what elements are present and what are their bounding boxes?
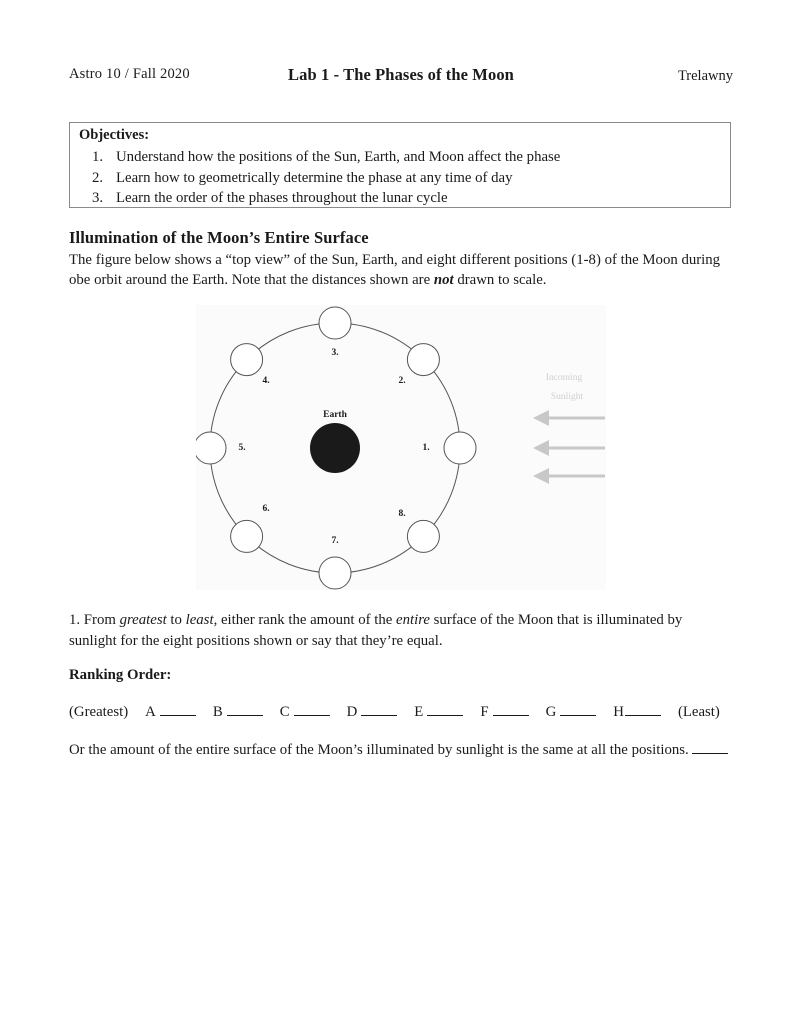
- moon-position-8: [407, 520, 439, 552]
- ranking-slot-d: [347, 703, 398, 721]
- objective-text: Learn how to geometrically determine the phase at any time of day: [116, 169, 513, 186]
- moon-position-7: [319, 557, 351, 589]
- moon-position-4: [231, 344, 263, 376]
- header-course: Astro 10 / Fall 2020: [69, 66, 190, 82]
- question-middle: , either rank the amount of the: [213, 612, 396, 628]
- sunlight-label-line2: Sunlight: [550, 392, 584, 402]
- moon-position-3: [319, 307, 351, 339]
- question-emphasis-greatest: greatest: [119, 612, 167, 628]
- orbit-diagram-svg: [196, 305, 606, 590]
- ranking-slot-f: [480, 703, 528, 721]
- sunlight-arrow-middle: [533, 440, 605, 456]
- closing-paragraph: [69, 740, 729, 761]
- objective-number: 3.: [92, 190, 104, 206]
- moon-label-1: 1.: [422, 443, 430, 453]
- intro-emphasis-not: not: [433, 272, 454, 288]
- moon-orbit-figure: [196, 305, 606, 590]
- moon-label-3: 3.: [331, 348, 339, 358]
- ranking-blank-h[interactable]: [625, 703, 661, 716]
- closing-line-2: positions.: [631, 742, 689, 758]
- page-title: Lab 1 - The Phases of the Moon: [288, 65, 514, 84]
- closing-answer-blank[interactable]: [692, 742, 728, 754]
- ranking-letter-f: F: [480, 704, 489, 720]
- moon-label-7: 7.: [331, 536, 339, 546]
- moon-label-5: 5.: [238, 443, 246, 453]
- ranking-blank-b[interactable]: [227, 703, 263, 716]
- closing-line-1: Or the amount of the entire surface of the Moon’s illuminated by sunlight is the same at all the: [69, 742, 628, 758]
- ranking-slot-b: [213, 703, 263, 721]
- section-intro-paragraph: [69, 250, 729, 290]
- ranking-blank-c[interactable]: [294, 703, 330, 716]
- objective-item: [92, 147, 724, 168]
- objective-number: 1.: [92, 149, 104, 165]
- question-line-2: illuminated by sunlight for the eight positions shown or say that they’re equal.: [69, 612, 683, 649]
- ranking-letter-c: C: [279, 704, 290, 720]
- moon-label-6: 6.: [262, 504, 270, 514]
- question-prefix: 1. From: [69, 612, 120, 628]
- sunlight-label-line1: Incoming: [545, 373, 583, 383]
- moon-position-6: [231, 520, 263, 552]
- ranking-least-label: (Least): [677, 704, 720, 720]
- question-emphasis-least: least: [185, 612, 214, 628]
- question-connector-to: to: [166, 612, 186, 628]
- objective-item: [92, 168, 724, 189]
- objectives-title: Objectives:: [79, 127, 150, 143]
- intro-line-2a: Moon during obe orbit around the Earth. Note that the distances shown are: [69, 252, 721, 288]
- moon-label-2: 2.: [398, 376, 406, 386]
- ranking-blank-e[interactable]: [427, 703, 463, 716]
- ranking-slot-a: [145, 703, 196, 721]
- ranking-letter-g: G: [545, 704, 557, 720]
- intro-line-1: The figure below shows a “top view” of the Sun, Earth, and eight different positions (1-8) of the: [69, 252, 639, 268]
- ranking-slot-e: [414, 703, 463, 721]
- question-emphasis-entire: entire: [396, 612, 430, 628]
- ranking-blank-d[interactable]: [361, 703, 397, 716]
- objectives-box: [69, 122, 731, 208]
- ranking-blank-g[interactable]: [560, 703, 596, 716]
- moon-position-5: [196, 432, 226, 464]
- moon-label-4: 4.: [262, 376, 270, 386]
- ranking-letter-a: A: [145, 704, 156, 720]
- sunlight-arrow-top: [533, 410, 605, 426]
- ranking-greatest-label: (Greatest): [69, 704, 129, 720]
- objectives-list: [92, 147, 724, 209]
- objective-number: 2.: [92, 169, 104, 186]
- moon-position-2: [407, 344, 439, 376]
- question-1-text: [69, 610, 729, 651]
- ranking-slot-c: [280, 703, 330, 721]
- ranking-answer-row: [69, 703, 734, 721]
- objective-text: Learn the order of the phases throughout the lunar cycle: [116, 190, 448, 206]
- ranking-blank-a[interactable]: [160, 703, 196, 716]
- page-header: [69, 66, 733, 90]
- ranking-letter-e: E: [414, 704, 424, 720]
- section-heading: Illumination of the Moon’s Entire Surface: [69, 228, 369, 247]
- earth-disk: [310, 423, 360, 473]
- header-student-name: Trelawny: [677, 68, 733, 84]
- ranking-blank-f[interactable]: [493, 703, 529, 716]
- ranking-letter-d: D: [346, 704, 358, 720]
- question-line1-end: surface of the Moon that is: [429, 612, 593, 628]
- objective-item: [92, 188, 724, 209]
- ranking-letter-h: H: [613, 704, 624, 720]
- ranking-order-heading: Ranking Order:: [69, 667, 172, 683]
- ranking-slot-g: [546, 703, 597, 721]
- intro-line-2c: drawn to scale.: [453, 272, 547, 288]
- sunlight-arrow-bottom: [533, 468, 605, 484]
- ranking-slot-h: [613, 703, 661, 721]
- objective-text: Understand how the positions of the Sun, Earth, and Moon affect the phase: [116, 149, 561, 165]
- ranking-letter-b: B: [212, 704, 223, 720]
- moon-position-1: [444, 432, 476, 464]
- moon-label-8: 8.: [398, 509, 406, 519]
- earth-label: Earth: [323, 410, 347, 420]
